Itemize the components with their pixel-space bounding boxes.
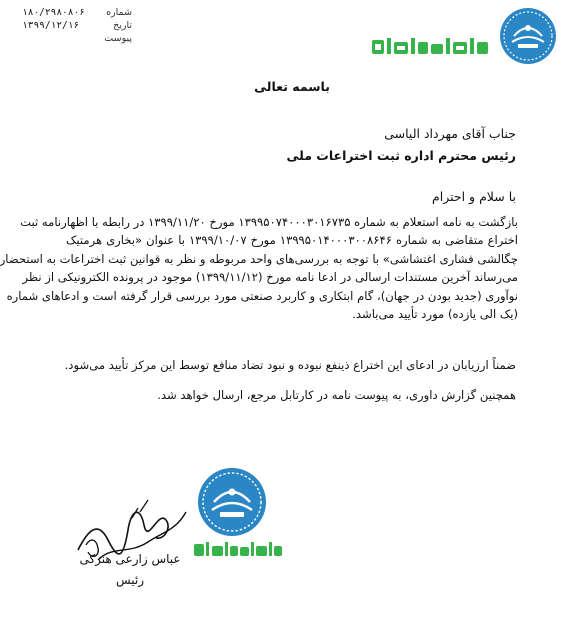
date-label: تاریخ	[113, 20, 132, 31]
body-line: می‌رساند آخرین مستندات ارسالی در ادعا نامه مورخ (۱۳۹۹/۱۱/۱۲) موجود در پرونده الکترونیکی از نظر	[22, 270, 518, 285]
meta-date-row	[22, 19, 132, 32]
body-paragraph	[0, 213, 519, 323]
recipient-name: جناب آقای مهرداد الیاسی	[384, 126, 516, 141]
signatory-name: عباس زارعی هنزکی	[79, 552, 181, 566]
letter-meta	[22, 6, 132, 45]
letter-heading: باسمه تعالی	[254, 79, 330, 94]
body-line: (یک الی یازده) مورد تأیید می‌باشد.	[352, 307, 518, 322]
university-stamp-seal	[196, 466, 268, 538]
handwritten-signature	[68, 490, 193, 585]
meta-number-row	[22, 6, 132, 19]
recipient-title: رئیس محترم اداره ثبت اختراعات ملی	[286, 148, 516, 163]
number-value: ۱۸۰/۲۹۸۰۸۰۶	[22, 7, 85, 18]
university-seal-logo	[498, 6, 558, 66]
science-park-logo	[370, 34, 490, 60]
body-line: نوآوری (جدید بودن در جهان)، گام ابتکاری و کاربرد صنعتی مورد بررسی قرار گرفته است و ادعاهای شماره	[6, 288, 518, 303]
signatory-title: رئیس	[115, 573, 145, 587]
attachment-label: پیوست	[104, 33, 132, 44]
date-value: ۱۳۹۹/۱۲/۱۶	[22, 20, 80, 31]
review-report-paragraph: همچنین گزارش داوری، به پیوست نامه در کارتابل مرجع، ارسال خواهد شد.	[157, 388, 516, 402]
greeting: با سلام و احترام	[432, 189, 516, 204]
body-line: چگالشی فشاری اغتشاشی» با توجه به بررسی‌های واحد مربوطه و نظر به قوانین ثبت اختراعات به استحضار	[0, 251, 518, 266]
conflict-of-interest-paragraph: ضمناً ارزیابان در ادعای این اختراع ذینفع نبوده و نبود تضاد منافع توسط این مرکز تأیید می‌شود.	[64, 358, 516, 372]
body-line: بازگشت به نامه استعلام به شماره ۱۳۹۹۵۰۷۴۰۰۰۳۰۱۶۷۳۵ مورخ ۱۳۹۹/۱۱/۲۰ در رابطه با اظهارنامه ثبت	[20, 215, 518, 229]
science-park-logo-bottom	[192, 539, 284, 561]
meta-attachment-row	[22, 32, 132, 45]
body-line: اختراع متقاضی به شماره ۱۳۹۹۵۰۱۴۰۰۰۳۰۰۸۶۴۶ مورخ ۱۳۹۹/۱۰/۰۷ با عنوان «بخاری هرمتیک	[66, 233, 519, 248]
number-label: شماره	[106, 7, 132, 18]
